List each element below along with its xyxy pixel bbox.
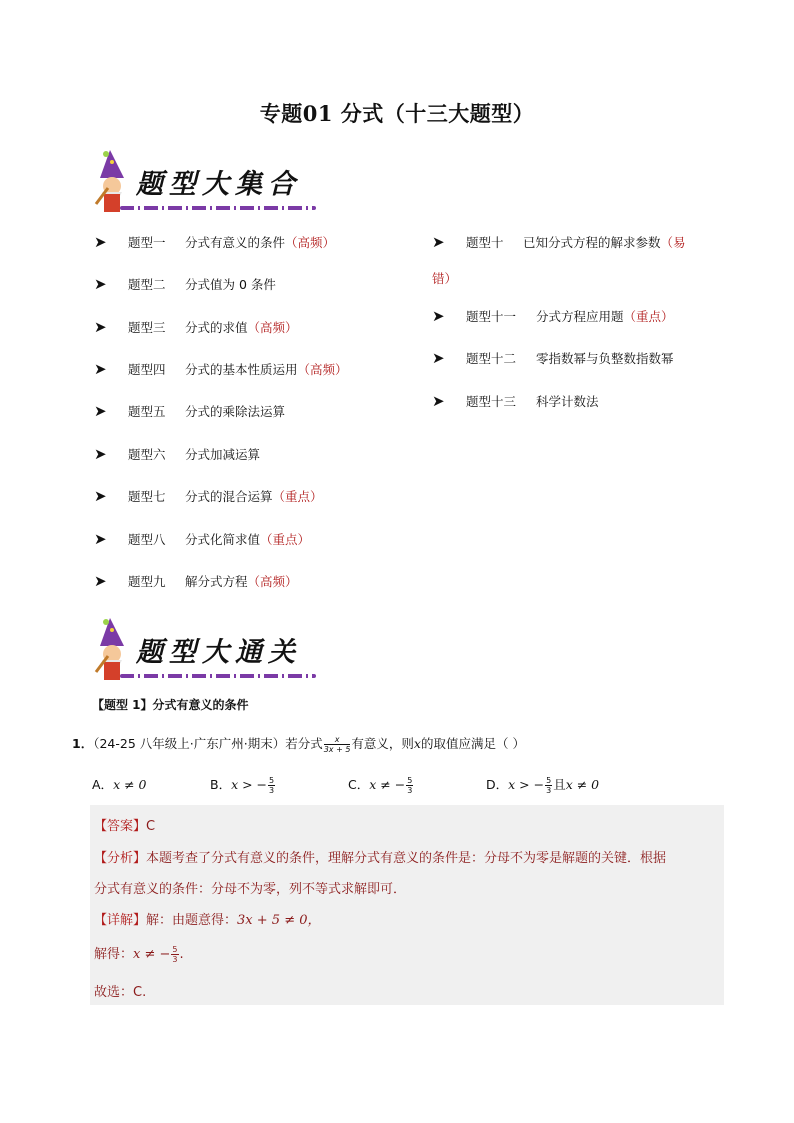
detail-line-1: 【详解】解：由题意得：3x + 5 ≠ 0， xyxy=(94,913,321,928)
page-title: 专题01 分式（十三大题型） xyxy=(259,101,535,126)
toc-item-tag: （重点） xyxy=(272,489,323,504)
toc-item-label: 题型五 xyxy=(128,404,166,419)
toc-item[interactable] xyxy=(94,274,276,294)
toc-item[interactable] xyxy=(94,529,310,549)
option-c[interactable]: C．x ≠ − $\frac{5}{3}$ xyxy=(348,776,413,795)
analysis-line-2: 分式有意义的条件：分母不为零，列不等式求解即可． xyxy=(94,882,407,897)
toc-item-label: 题型十一 xyxy=(466,309,517,324)
arrow-bullet-icon: ➤ xyxy=(94,318,107,336)
detail-line-2: 解得：x ≠ − $\frac{5}{3}$ . xyxy=(94,945,184,964)
option-d[interactable]: D．x > − $\frac{5}{3}$ 且x ≠ 0 xyxy=(486,776,600,795)
analysis-line-1: 【分析】本题考查了分式有意义的条件，理解分式有意义的条件是：分母不为零是解题的关键．根据 xyxy=(94,851,667,866)
toc-item-topic: 分式的混合运算 xyxy=(185,489,273,504)
wizard-mascot-icon xyxy=(90,616,136,682)
toc-item-tag: （易 xyxy=(660,235,686,250)
answer-line: 【答案】C xyxy=(94,819,156,834)
toc-item-topic: 分式方程应用题 xyxy=(536,309,624,324)
banner-collection-text: 题型大集合 xyxy=(136,169,301,200)
toc-item-label: 题型三 xyxy=(128,320,166,335)
toc-item-topic: 分式的基本性质运用 xyxy=(185,362,298,377)
toc-item-label: 题型二 xyxy=(128,277,166,292)
arrow-bullet-icon: ➤ xyxy=(94,487,107,505)
toc-item[interactable] xyxy=(94,232,335,252)
toc-item-topic: 分式的求值 xyxy=(185,320,248,335)
banner-underline xyxy=(120,206,316,210)
section-heading: 【题型 1】分式有意义的条件 xyxy=(92,698,249,712)
option-a[interactable]: A．x ≠ 0 xyxy=(92,777,147,792)
toc-item[interactable] xyxy=(432,391,599,411)
arrow-bullet-icon: ➤ xyxy=(94,360,107,378)
toc-item[interactable] xyxy=(432,232,686,252)
toc-item-topic: 分式的乘除法运算 xyxy=(185,404,286,419)
toc-item-topic: 科学计数法 xyxy=(536,394,599,409)
toc-item-tag: （重点） xyxy=(260,532,311,547)
toc-item-label: 题型一 xyxy=(128,235,166,250)
answer-box xyxy=(90,805,724,1005)
toc-item-label: 题型九 xyxy=(128,574,166,589)
arrow-bullet-icon: ➤ xyxy=(432,349,445,367)
toc-item[interactable] xyxy=(94,401,285,421)
toc-item-tag: （高频） xyxy=(285,235,336,250)
detail-line-3: 故选：C. xyxy=(94,985,147,1000)
toc-item-label: 题型八 xyxy=(128,532,166,547)
banner-practice xyxy=(84,616,324,688)
toc-item-tag: （高频） xyxy=(247,574,298,589)
banner-practice-text: 题型大通关 xyxy=(136,637,301,668)
toc-item-label: 题型十 xyxy=(466,235,504,250)
toc-item-label: 题型十二 xyxy=(466,351,517,366)
toc-item-topic: 分式值为 0 条件 xyxy=(185,277,276,292)
question-fraction: $\frac{x}{3x + 5}$ xyxy=(323,735,351,754)
banner-underline xyxy=(120,674,316,678)
toc-item-tag: （高频） xyxy=(297,362,348,377)
toc-item-topic: 分式加减运算 xyxy=(185,447,261,462)
arrow-bullet-icon: ➤ xyxy=(94,233,107,251)
toc-item[interactable] xyxy=(94,317,298,337)
banner-collection xyxy=(84,148,324,220)
question-source: （24-25 八年级上·广东广州·期末）若分式 xyxy=(93,736,323,751)
toc-item-label: 题型七 xyxy=(128,489,166,504)
toc-item[interactable] xyxy=(432,306,674,326)
arrow-bullet-icon: ➤ xyxy=(94,572,107,590)
toc-item-tag: （重点） xyxy=(623,309,674,324)
option-b[interactable]: B．x > − $\frac{5}{3}$ xyxy=(210,776,275,795)
wizard-mascot-icon xyxy=(90,148,136,214)
arrow-bullet-icon: ➤ xyxy=(432,307,445,325)
toc-item-tag: （高频） xyxy=(247,320,298,335)
toc-item[interactable] xyxy=(94,571,298,591)
toc-item-tag-continuation: 错） xyxy=(432,271,458,286)
arrow-bullet-icon: ➤ xyxy=(94,402,107,420)
toc-item[interactable] xyxy=(94,486,323,506)
toc-item-label: 题型十三 xyxy=(466,394,517,409)
arrow-bullet-icon: ➤ xyxy=(94,445,107,463)
toc-item-label: 题型四 xyxy=(128,362,166,377)
question-number: 1． xyxy=(72,736,94,751)
toc-item-topic: 解分式方程 xyxy=(185,574,248,589)
toc-item-topic: 分式有意义的条件 xyxy=(185,235,286,250)
question-stem: 1．（24-25 八年级上·广东广州·期末）若分式 $\frac{x}{3x + 5}$ 有意义，则x的取值应满足（ ） xyxy=(72,735,525,754)
toc-item[interactable] xyxy=(94,359,348,379)
toc-item-topic: 分式化简求值 xyxy=(185,532,261,547)
toc-item[interactable] xyxy=(432,348,674,368)
toc-item-topic: 已知分式方程的解求参数 xyxy=(523,235,661,250)
arrow-bullet-icon: ➤ xyxy=(94,275,107,293)
toc-item-topic: 零指数幂与负整数指数幂 xyxy=(536,351,674,366)
toc-item-label: 题型六 xyxy=(128,447,166,462)
arrow-bullet-icon: ➤ xyxy=(432,233,445,251)
toc-item[interactable] xyxy=(94,444,260,464)
arrow-bullet-icon: ➤ xyxy=(94,530,107,548)
arrow-bullet-icon: ➤ xyxy=(432,392,445,410)
